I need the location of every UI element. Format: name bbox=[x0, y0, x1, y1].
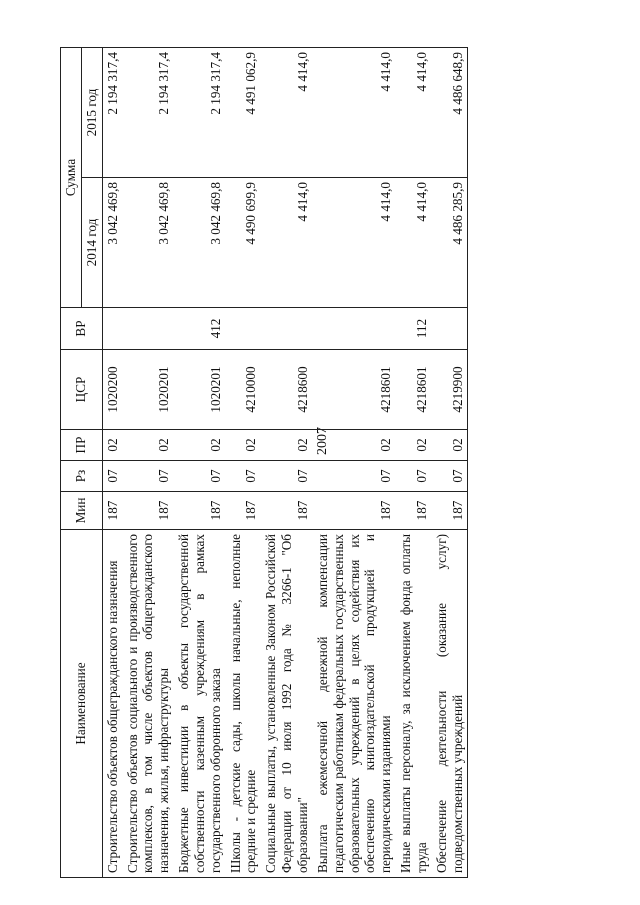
row-pr: 02 bbox=[432, 430, 468, 461]
row-csr: 1020201 bbox=[174, 350, 226, 430]
table-row bbox=[174, 48, 226, 878]
row-2015: 4 491 062,9 bbox=[226, 48, 262, 178]
row-csr: 4218601 bbox=[313, 350, 396, 430]
row-2015: 2 194 317,4 bbox=[102, 48, 122, 178]
row-csr: 4218600 bbox=[261, 350, 313, 430]
header-2014: 2014 год bbox=[81, 178, 102, 308]
row-name: Бюджетные инвестиции в объекты государственной собственности казенным учреждениям в рамках государственного оборонного заказа bbox=[174, 530, 226, 878]
row-2014: 4 486 285,9 bbox=[432, 178, 468, 308]
row-pr: 02 bbox=[123, 430, 175, 461]
row-vr bbox=[261, 308, 313, 350]
header-name: Наименование bbox=[61, 530, 103, 878]
row-name: Иные выплаты персоналу, за исключением фонда оплаты труда bbox=[396, 530, 432, 878]
row-2014: 3 042 469,8 bbox=[102, 178, 122, 308]
row-2014: 4 414,0 bbox=[396, 178, 432, 308]
rotated-table-container bbox=[60, 48, 594, 878]
table-row bbox=[261, 48, 313, 878]
row-min: 187 bbox=[102, 492, 122, 530]
row-rz: 07 bbox=[313, 461, 396, 492]
row-2015: 4 486 648,9 bbox=[432, 48, 468, 178]
table-row bbox=[226, 48, 262, 878]
row-csr: 1020201 bbox=[123, 350, 175, 430]
table-body bbox=[102, 48, 468, 878]
row-min: 187 bbox=[313, 492, 396, 530]
budget-table bbox=[60, 47, 468, 878]
row-name: Выплата ежемесячной денежной компенсации педагогическим работникам федеральных государственных образовательных учреждений в целях содействия их обеспечению книгоиздательской продукцией и периодическими изданиями bbox=[313, 530, 396, 878]
row-rz: 07 bbox=[261, 461, 313, 492]
row-2015: 4 414,0 bbox=[313, 48, 396, 178]
row-vr: 112 bbox=[396, 308, 432, 350]
row-min: 187 bbox=[123, 492, 175, 530]
row-name: Школы - детские сады, школы начальные, неполные средние и средние bbox=[226, 530, 262, 878]
row-min: 187 bbox=[432, 492, 468, 530]
row-vr bbox=[123, 308, 175, 350]
row-vr bbox=[226, 308, 262, 350]
row-name: Социальные выплаты, установленные Законом Российской Федерации от 10 июля 1992 года № 3266-1 "Об образовании" bbox=[261, 530, 313, 878]
table-row bbox=[102, 48, 122, 878]
header-vr: ВР bbox=[61, 308, 103, 350]
page-number: 2007 bbox=[315, 427, 330, 455]
table-row bbox=[432, 48, 468, 878]
row-2014: 4 414,0 bbox=[313, 178, 396, 308]
row-vr bbox=[102, 308, 122, 350]
row-csr: 4218601 bbox=[396, 350, 432, 430]
row-vr bbox=[432, 308, 468, 350]
row-rz: 07 bbox=[396, 461, 432, 492]
table-row bbox=[396, 48, 432, 878]
header-sum: Сумма bbox=[61, 48, 82, 308]
row-2015: 2 194 317,4 bbox=[123, 48, 175, 178]
row-rz: 07 bbox=[102, 461, 122, 492]
row-min: 187 bbox=[174, 492, 226, 530]
row-name: Строительство объектов общегражданского назначения bbox=[102, 530, 122, 878]
row-vr: 412 bbox=[174, 308, 226, 350]
row-2015: 4 414,0 bbox=[396, 48, 432, 178]
row-2014: 3 042 469,8 bbox=[174, 178, 226, 308]
row-2014: 4 490 699,9 bbox=[226, 178, 262, 308]
row-2014: 3 042 469,8 bbox=[123, 178, 175, 308]
row-min: 187 bbox=[396, 492, 432, 530]
row-min: 187 bbox=[226, 492, 262, 530]
header-pr: ПР bbox=[61, 430, 103, 461]
row-vr bbox=[313, 308, 396, 350]
row-pr: 02 bbox=[226, 430, 262, 461]
row-rz: 07 bbox=[226, 461, 262, 492]
row-csr: 4219900 bbox=[432, 350, 468, 430]
row-2015: 2 194 317,4 bbox=[174, 48, 226, 178]
row-pr: 02 bbox=[174, 430, 226, 461]
row-rz: 07 bbox=[123, 461, 175, 492]
row-rz: 07 bbox=[432, 461, 468, 492]
header-rz: Рз bbox=[61, 461, 103, 492]
row-2014: 4 414,0 bbox=[261, 178, 313, 308]
row-name: Строительство объектов социального и производственного комплексов, в том числе объектов общегражданского назначения, жилья, инфраструктуры bbox=[123, 530, 175, 878]
table-row bbox=[123, 48, 175, 878]
row-min: 187 bbox=[261, 492, 313, 530]
row-rz: 07 bbox=[174, 461, 226, 492]
row-csr: 1020200 bbox=[102, 350, 122, 430]
row-csr: 4210000 bbox=[226, 350, 262, 430]
row-2015: 4 414,0 bbox=[261, 48, 313, 178]
header-csr: ЦСР bbox=[61, 350, 103, 430]
header-row-1 bbox=[61, 48, 82, 878]
row-pr: 02 bbox=[261, 430, 313, 461]
row-pr: 02 bbox=[396, 430, 432, 461]
header-2015: 2015 год bbox=[81, 48, 102, 178]
header-min: Мин bbox=[61, 492, 103, 530]
row-pr: 02 bbox=[102, 430, 122, 461]
table-row bbox=[313, 48, 396, 878]
row-name: Обеспечение деятельности (оказание услуг) подведомственных учреждений bbox=[432, 530, 468, 878]
row-pr: 02 bbox=[313, 430, 396, 461]
